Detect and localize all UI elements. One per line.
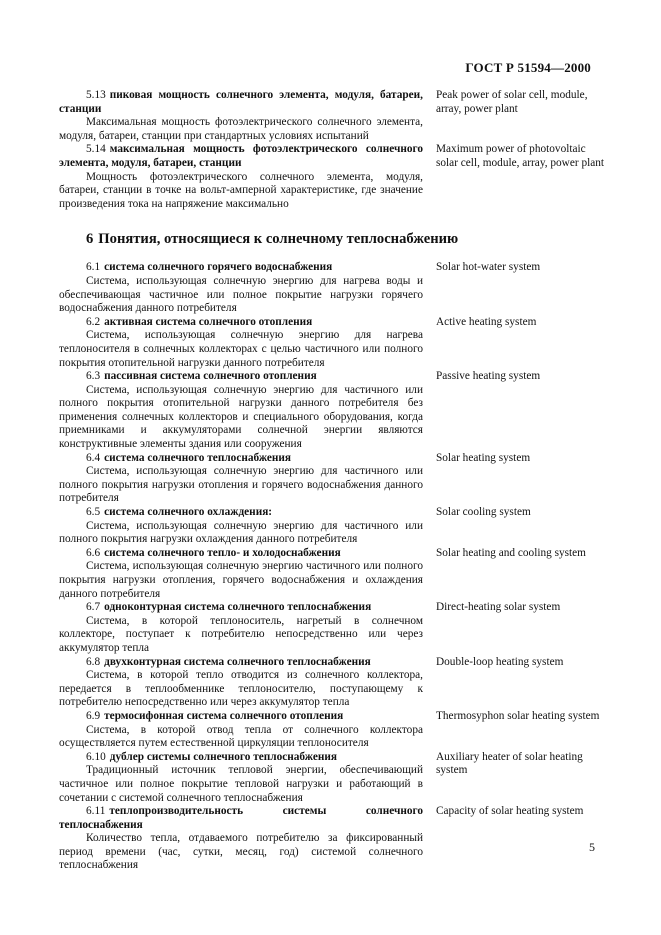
english-equivalent: Passive heating system	[436, 370, 541, 383]
term-entry	[59, 261, 605, 315]
russian-column	[59, 370, 423, 452]
term-entry	[59, 452, 605, 506]
term-entry	[59, 710, 605, 751]
section-number: 6	[86, 231, 94, 248]
russian-column	[59, 506, 423, 547]
term-line	[59, 261, 423, 275]
english-equivalent: Solar cooling system	[436, 506, 531, 519]
term-definition: Количество тепла, отдаваемого потребителю за фиксированный период времени (час, сутки, месяц, год) системой солнечного теплоснабжения	[59, 832, 423, 872]
term-line	[59, 805, 423, 832]
russian-column	[59, 316, 423, 370]
english-equivalent: Solar hot-water system	[436, 261, 541, 274]
term-line	[59, 547, 423, 561]
term-entry	[59, 89, 605, 143]
term-line	[59, 370, 423, 384]
russian-column	[59, 452, 423, 506]
term-line	[59, 89, 423, 116]
english-equivalent: Auxiliary heater of solar heating system	[436, 750, 583, 777]
entries-group-6	[59, 261, 605, 873]
term-line	[59, 601, 423, 615]
term-number: 6.8	[86, 655, 101, 668]
term-name: система солнечного охлаждения:	[104, 506, 273, 519]
term-definition: Система, использующая солнечную энергию для нагрева воды и обеспечивающая частичное или полное покрытие нагрузки горячего водоснабжения данного потребителя	[59, 274, 423, 315]
term-definition: Максимальная мощность фотоэлектрического солнечного элемента, модуля, батареи, станции при стандартных условиях испытаний	[59, 116, 423, 142]
term-definition: Мощность фотоэлектрического солнечного элемента, модуля, батареи, станции в точке на вольт-амперной характеристике, где значение произведения тока на напряжение максимально	[59, 170, 423, 210]
term-line	[59, 143, 423, 170]
term-definition: Система, использующая солнечную энергию для нагрева теплоносителя в солнечных коллекторах с целью частичного или полного покрытия отопительной нагрузки данного потребителя	[59, 329, 423, 369]
section-heading	[86, 231, 605, 248]
term-entry	[59, 370, 605, 452]
russian-column	[59, 805, 423, 873]
term-name: система солнечного горячего водоснабжения	[104, 261, 333, 274]
english-equivalent: Active heating system	[436, 315, 537, 328]
term-number: 6.2	[86, 315, 101, 328]
term-number: 6.11	[86, 805, 106, 818]
term-name: двухконтурная система солнечного теплоснабжения	[104, 655, 371, 668]
term-number: 6.7	[86, 601, 101, 614]
russian-column	[59, 143, 423, 211]
term-definition: Система, в которой теплоноситель, нагретый в солнечном коллекторе, поступает к потребителю непосредственно или через аккумулятор тепла	[59, 614, 423, 654]
term-number: 6.6	[86, 546, 101, 559]
russian-column	[59, 751, 423, 805]
term-number: 6.9	[86, 709, 101, 722]
term-entry	[59, 751, 605, 805]
term-entry	[59, 547, 605, 601]
term-line	[59, 751, 423, 765]
term-number: 6.10	[86, 750, 106, 763]
russian-column	[59, 89, 423, 143]
term-entry	[59, 656, 605, 710]
english-equivalent: Solar heating system	[436, 451, 531, 464]
term-name: максимальная мощность фотоэлектрического солнечного элемента, модуля, батареи, станции	[59, 143, 423, 169]
russian-column	[59, 261, 423, 315]
term-name: термосифонная система солнечного отопления	[104, 709, 344, 722]
english-equivalent: Thermosyphon solar heating system	[436, 709, 600, 722]
term-number: 6.3	[86, 370, 101, 383]
page-number: 5	[589, 840, 595, 854]
term-entry	[59, 506, 605, 547]
english-equivalent: Solar heating and cooling system	[436, 546, 586, 559]
term-definition: Система, использующая солнечную энергию для частичного или полного покрытия нагрузки охлаждения данного потребителя	[59, 519, 423, 546]
document-code: ГОСТ Р 51594—2000	[465, 60, 591, 75]
term-number: 6.4	[86, 451, 101, 464]
term-name: теплопроизводительность системы солнечного теплоснабжения	[59, 805, 423, 831]
term-number: 6.5	[86, 506, 101, 519]
term-definition: Система, использующая солнечную энергию для частичного или полного покрытия нагрузки отопления и горячего водоснабжения данного потребителя	[59, 465, 423, 505]
term-entry	[59, 601, 605, 655]
russian-column	[59, 601, 423, 655]
term-line	[59, 710, 423, 724]
term-entry	[59, 316, 605, 370]
section-title: Понятия, относящиеся к солнечному теплоснабжению	[98, 231, 459, 248]
term-name: активная система солнечного отопления	[104, 315, 313, 328]
term-name: пассивная система солнечного отопления	[104, 370, 317, 383]
term-line	[59, 452, 423, 466]
term-name: дублер системы солнечного теплоснабжения	[109, 750, 337, 763]
term-definition: Система, в которой отвод тепла от солнечного коллектора осуществляется путем естественной циркуляции теплоносителя	[59, 723, 423, 750]
term-number: 5.14	[86, 143, 106, 156]
english-equivalent: Direct-heating solar system	[436, 601, 561, 614]
term-definition: Система, использующая солнечную энергию для частичного или полного покрытия отопительной нагрузки данного потребителя без применения солнечных коллекторов и специального оборудования, когда приемниками и аккумуляторами солнечной энергии являются конструктивные элементы здания или сооружения	[59, 383, 423, 451]
russian-column	[59, 710, 423, 751]
term-number: 5.13	[86, 89, 106, 101]
term-name: одноконтурная система солнечного теплоснабжения	[104, 601, 372, 614]
term-name: система солнечного теплоснабжения	[104, 451, 292, 464]
term-definition: Система, в которой тепло отводится из солнечного коллектора, передается в теплообменнике теплоносителю, поступающему к потребителю непосредственно или через аккумулятор тепла	[59, 669, 423, 709]
term-line	[59, 656, 423, 670]
term-line	[59, 316, 423, 330]
term-entry	[59, 805, 605, 873]
term-definition: Система, использующая солнечную энергию частичного или полного покрытия нагрузки отопления, горячего водоснабжения и охлаждения данного потребителя	[59, 560, 423, 600]
russian-column	[59, 656, 423, 710]
page-content	[59, 89, 605, 873]
term-definition: Традиционный источник тепловой энергии, обеспечивающий частичное или полное покрытие тепловой нагрузки и работающий в сочетании с системой солнечного теплоснабжения	[59, 764, 423, 804]
english-equivalent: Maximum power of photovoltaic solar cell, module, array, power plant	[436, 143, 605, 169]
entries-group-5	[59, 89, 605, 211]
term-name: система солнечного тепло- и холодоснабжения	[104, 546, 341, 559]
term-name: пиковая мощность солнечного элемента, модуля, батареи, станции	[59, 89, 423, 115]
english-equivalent: Peak power of solar cell, module, array, power plant	[436, 89, 588, 115]
term-number: 6.1	[86, 261, 101, 274]
term-entry	[59, 143, 605, 211]
english-equivalent: Capacity of solar heating system	[436, 805, 584, 818]
russian-column	[59, 547, 423, 601]
english-equivalent: Double-loop heating system	[436, 655, 564, 668]
term-line	[59, 506, 423, 520]
